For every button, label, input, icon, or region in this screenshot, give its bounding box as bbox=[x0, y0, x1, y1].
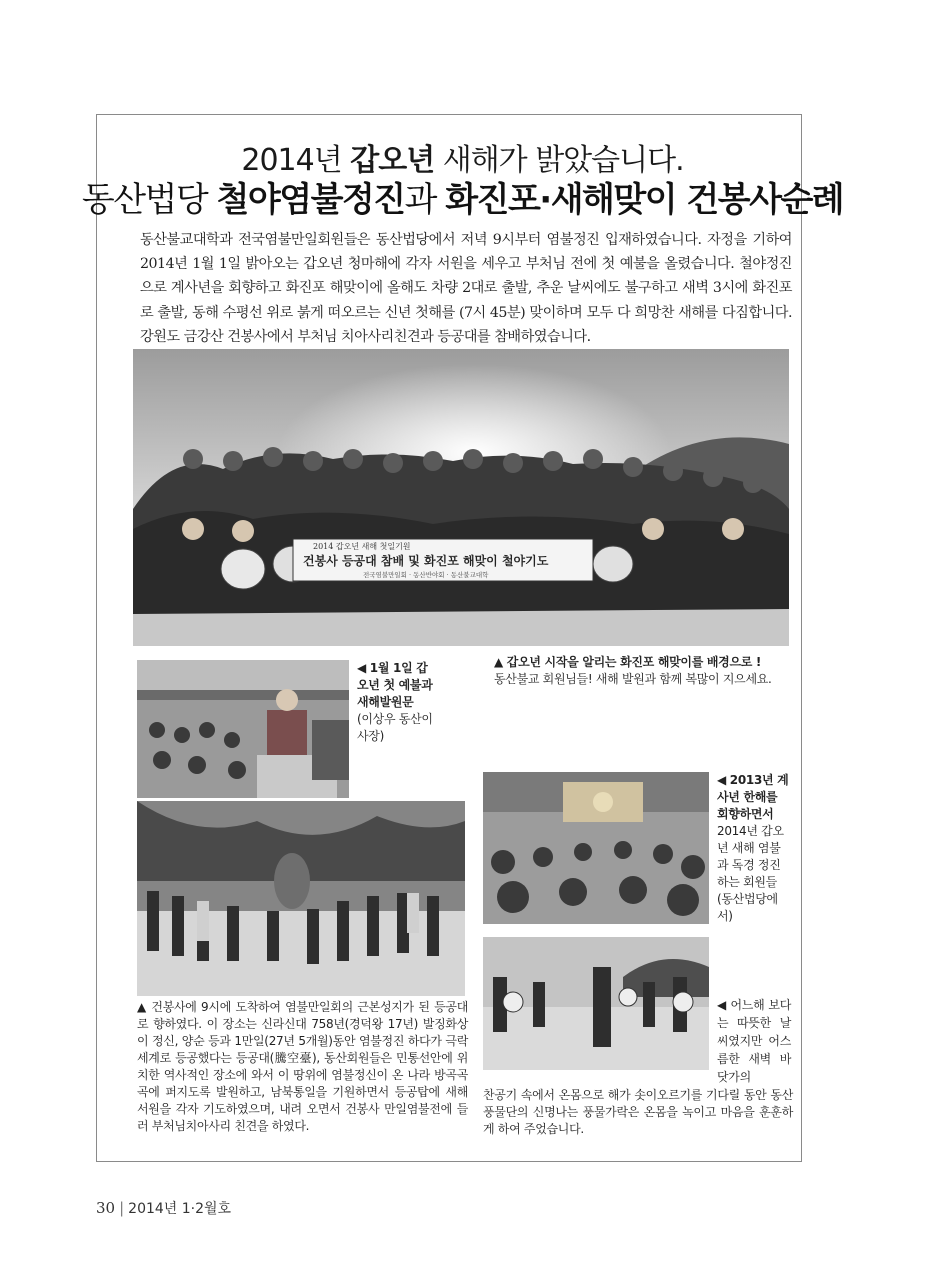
headline-line2-bold2: 화진포·새해맞이 건봉사순례 bbox=[445, 180, 844, 220]
caption-dunggongdae: ▲ 건봉사에 9시에 도착하여 염불만일회의 근본성지가 된 등공대로 향하였다. 이 장소는 신라신대 758년(경덕왕 17년) 발징화상이 정신, 양순 등과 1만일(27년 5개월)동안 염불정진 하다가 극락세계로 등공했다는 등공대(騰空臺), 동산회원들은 민통선안에 위치한 역사적인 장소에 와서 이 땅위에 염불정신이 온 나라 방곡곡곡에 퍼지도록 발원하고, 남북통일을 기원하면서 등공탑에 새해 서원을 각자 기도하였으며, 내려 오면서 건봉사 만일염불전에 들러 부처님치아사리 친견을 하였다. bbox=[137, 1000, 468, 1133]
headline-line1: 2014년 갑오년 새해가 밝았습니다. bbox=[241, 143, 684, 178]
headline-line2-bold1: 철야염불정진 bbox=[216, 180, 405, 220]
photo-pungmul-beach bbox=[483, 937, 709, 1070]
caption-dharma-hall-text: 2014년 갑오년 새해 염불과 독경 정진하는 회원들 (동산법당에서) bbox=[717, 824, 784, 923]
photo-new-year-ceremony bbox=[137, 660, 349, 798]
caption-ceremony bbox=[357, 660, 435, 745]
caption-ceremony-bold: ◀ 1월 1일 갑오년 첫 예불과 새해발원문 bbox=[357, 661, 433, 709]
caption-main-photo-text: 동산불교 회원님들! 새해 발원과 함께 복많이 지으세요. bbox=[494, 672, 772, 686]
issue-label: 2014년 1·2월호 bbox=[128, 1201, 232, 1217]
page-number: 30 bbox=[96, 1199, 116, 1217]
caption-main-photo bbox=[494, 654, 794, 688]
banner-line2: 건봉사 등공대 참배 및 화진포 해맞이 철야기도 bbox=[303, 554, 549, 568]
headline-line2: 동산법당 철야염불정진과 화진포·새해맞이 건봉사순례 bbox=[81, 180, 844, 220]
banner-line1: 2014 갑오년 새해 첫일기원 bbox=[313, 542, 411, 551]
photo-dharma-hall-chanting bbox=[483, 772, 709, 924]
caption-dharma-hall bbox=[717, 772, 791, 925]
caption-pungmul-full: 찬공기 속에서 온몸으로 해가 솟이오르기를 기다릴 동안 동산풍물단의 신명나는 풍물가락은 온몸을 녹이고 마음을 훈훈하게 하여 주었습니다. bbox=[483, 1088, 793, 1136]
caption-ceremony-text: (이상우 동산이사장) bbox=[357, 712, 433, 743]
footer-separator: | bbox=[119, 1199, 125, 1217]
caption-dharma-hall-bold: ◀ 2013년 계사년 한해를 회향하면서 bbox=[717, 773, 789, 821]
headline-line1-bold: 갑오년 bbox=[350, 143, 435, 178]
caption-main-photo-bold: ▲ 갑오년 시작을 알리는 화진포 해맞이를 배경으로 ! bbox=[494, 655, 762, 669]
caption-pungmul-side: ◀ 어느해 보다는 따뜻한 날씨였지만 어스름한 새벽 바닷가의 bbox=[717, 998, 791, 1084]
group-photo-sunrise bbox=[133, 349, 789, 646]
intro-paragraph: 동산불교대학과 전국염불만일회원들은 동산법당에서 저녁 9시부터 염불정진 입재하였습니다. 자정을 기하여 2014년 1월 1일 밝아오는 갑오년 청마해에 각자 서원을 세우고 부처님 전에 첫 예불을 올렸습니다. 철야정진으로 계사년을 회향하고 화진포 해맞이에 올해도 차량 2대로 출발, 추운 날씨에도 불구하고 새벽 3시에 화진포로 출발, 동해 수평선 위로 붉게 떠오르는 신년 첫해를 (7시 45분) 맞이하며 모두 다 희망찬 새해를 다짐합니다. 강원도 금강산 건봉사에서 부처님 치아사리친견과 등공대를 참배하였습니다. bbox=[140, 232, 792, 345]
page-footer bbox=[96, 1198, 231, 1218]
banner-line3: 전국염불만일회 · 동산반야회 · 동산불교대학 bbox=[363, 571, 489, 579]
photo-dunggongdae-circle bbox=[137, 801, 465, 996]
